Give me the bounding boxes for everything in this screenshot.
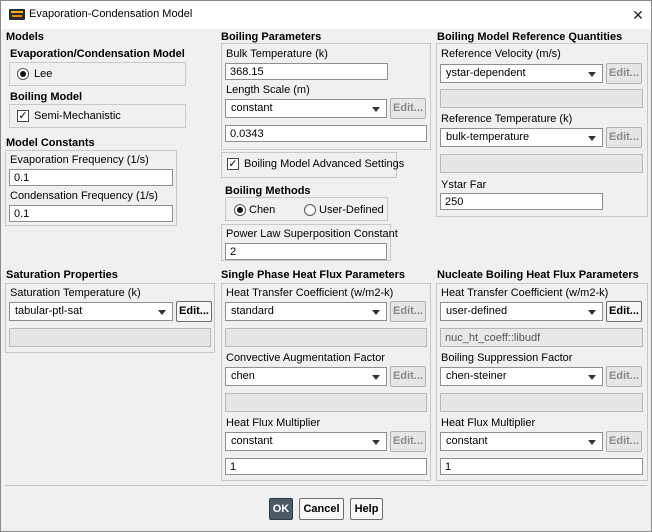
title-bar <box>1 1 651 29</box>
ystar-label: Ystar Far <box>441 179 487 191</box>
window-title: Evaporation-Condensation Model <box>29 8 193 20</box>
models-section-title: Models <box>6 31 44 43</box>
chevron-down-icon <box>588 72 596 77</box>
chevron-down-icon <box>372 375 380 380</box>
sat-temp-dropdown[interactable] <box>9 302 173 321</box>
sat-temp-udf-field <box>9 328 211 347</box>
length-scale-edit-button[interactable]: Edit... <box>390 98 426 119</box>
evap-cond-model-title: Evaporation/Condensation Model <box>10 48 185 60</box>
caf-label: Convective Augmentation Factor <box>226 352 385 364</box>
ref-temp-udf-field <box>440 154 643 173</box>
cancel-button[interactable]: Cancel <box>299 498 344 520</box>
boiling-methods-group <box>225 197 388 221</box>
ref-temp-dropdown[interactable] <box>440 128 603 147</box>
length-scale-method: constant <box>231 102 273 114</box>
power-law-label: Power Law Superposition Constant <box>226 228 398 240</box>
boiling-params-title: Boiling Parameters <box>221 31 322 43</box>
sp-hfm-dropdown[interactable] <box>225 432 387 451</box>
help-button[interactable]: Help <box>350 498 383 520</box>
sp-hfm-label: Heat Flux Multiplier <box>226 417 321 429</box>
nucleate-title: Nucleate Boiling Heat Flux Parameters <box>437 269 639 281</box>
caf-edit-button[interactable]: Edit... <box>390 366 426 387</box>
chevron-down-icon <box>158 310 166 315</box>
saturation-title: Saturation Properties <box>6 269 118 281</box>
sp-htc-value: standard <box>231 305 274 317</box>
ystar-input[interactable]: 250 <box>440 193 603 210</box>
evap-freq-label: Evaporation Frequency (1/s) <box>10 154 149 166</box>
ref-quantities-title: Boiling Model Reference Quantities <box>437 31 623 43</box>
ref-temp-edit-button[interactable]: Edit... <box>606 127 642 148</box>
user-defined-label: User-Defined <box>319 204 384 216</box>
chevron-down-icon <box>372 107 380 112</box>
chevron-down-icon <box>372 310 380 315</box>
close-icon[interactable]: ✕ <box>632 7 644 23</box>
sp-htc-dropdown[interactable] <box>225 302 387 321</box>
sp-htc-label: Heat Transfer Coefficient (w/m2-k) <box>226 287 394 299</box>
nb-htc-udf-field: nuc_ht_coeff::libudf <box>440 328 643 347</box>
boiling-model-title: Boiling Model <box>10 91 83 103</box>
bulk-temp-input[interactable]: 368.15 <box>225 63 388 80</box>
bsf-label: Boiling Suppression Factor <box>441 352 573 364</box>
sp-hfm-input[interactable]: 1 <box>225 458 427 475</box>
length-scale-input[interactable]: 0.0343 <box>225 125 427 142</box>
semi-mechanistic-checkbox[interactable]: ✓ <box>18 110 28 122</box>
model-constants-title: Model Constants <box>6 137 95 149</box>
ok-button[interactable]: OK <box>269 498 293 520</box>
cond-freq-label: Condensation Frequency (1/s) <box>10 190 158 202</box>
chevron-down-icon <box>372 440 380 445</box>
ref-velocity-udf-field <box>440 89 643 108</box>
ref-velocity-edit-button[interactable]: Edit... <box>606 63 642 84</box>
caf-dropdown[interactable] <box>225 367 387 386</box>
app-logo-icon <box>9 9 25 20</box>
nb-htc-edit-button[interactable]: Edit... <box>606 301 642 322</box>
cond-freq-input[interactable]: 0.1 <box>9 205 173 222</box>
chevron-down-icon <box>588 310 596 315</box>
length-scale-dropdown[interactable] <box>225 99 387 118</box>
ref-velocity-label: Reference Velocity (m/s) <box>441 48 561 60</box>
bsf-value: chen-steiner <box>446 370 507 382</box>
sp-hfm-method: constant <box>231 435 273 447</box>
nb-hfm-input[interactable]: 1 <box>440 458 643 475</box>
nb-hfm-edit-button[interactable]: Edit... <box>606 431 642 452</box>
nb-hfm-label: Heat Flux Multiplier <box>441 417 536 429</box>
caf-value: chen <box>231 370 255 382</box>
bsf-udf-field <box>440 393 643 412</box>
chen-label: Chen <box>249 204 276 216</box>
nb-hfm-dropdown[interactable] <box>440 432 603 451</box>
chevron-down-icon <box>588 375 596 380</box>
chevron-down-icon <box>588 440 596 445</box>
evap-freq-input[interactable]: 0.1 <box>9 169 173 186</box>
advanced-settings-checkbox[interactable]: ✓ <box>228 158 238 170</box>
advanced-settings-label: Boiling Model Advanced Settings <box>244 158 405 170</box>
lee-label: Lee <box>34 68 53 80</box>
user-defined-radio[interactable] <box>304 204 316 216</box>
power-law-input[interactable]: 2 <box>225 243 387 260</box>
bsf-dropdown[interactable] <box>440 367 603 386</box>
length-scale-label: Length Scale (m) <box>226 84 310 96</box>
ref-velocity-value: ystar-dependent <box>446 67 526 79</box>
bulk-temp-label: Bulk Temperature (k) <box>226 48 328 60</box>
sat-temp-value: tabular-ptl-sat <box>15 305 83 317</box>
boiling-model-group <box>9 104 186 128</box>
sat-temp-edit-button[interactable]: Edit... <box>176 301 212 322</box>
single-phase-title: Single Phase Heat Flux Parameters <box>221 269 406 281</box>
sp-hfm-edit-button[interactable]: Edit... <box>390 431 426 452</box>
chen-radio[interactable] <box>234 204 246 216</box>
sp-htc-edit-button[interactable]: Edit... <box>390 301 426 322</box>
sat-temp-label: Saturation Temperature (k) <box>10 287 141 299</box>
boiling-methods-title: Boiling Methods <box>225 185 311 197</box>
lee-radio[interactable] <box>17 68 29 80</box>
nb-htc-dropdown[interactable] <box>440 302 603 321</box>
nb-htc-value: user-defined <box>446 305 508 317</box>
bsf-edit-button[interactable]: Edit... <box>606 366 642 387</box>
semi-mechanistic-label: Semi-Mechanistic <box>34 110 121 122</box>
ref-temp-value: bulk-temperature <box>446 131 530 143</box>
chevron-down-icon <box>588 136 596 141</box>
caf-udf-field <box>225 393 427 412</box>
evap-cond-model-group <box>9 62 186 86</box>
nb-hfm-method: constant <box>446 435 488 447</box>
sp-htc-udf-field <box>225 328 427 347</box>
nb-htc-label: Heat Transfer Coefficient (w/m2-k) <box>441 287 609 299</box>
footer-divider <box>5 485 647 486</box>
ref-velocity-dropdown[interactable] <box>440 64 603 83</box>
ref-temp-label: Reference Temperature (k) <box>441 113 573 125</box>
